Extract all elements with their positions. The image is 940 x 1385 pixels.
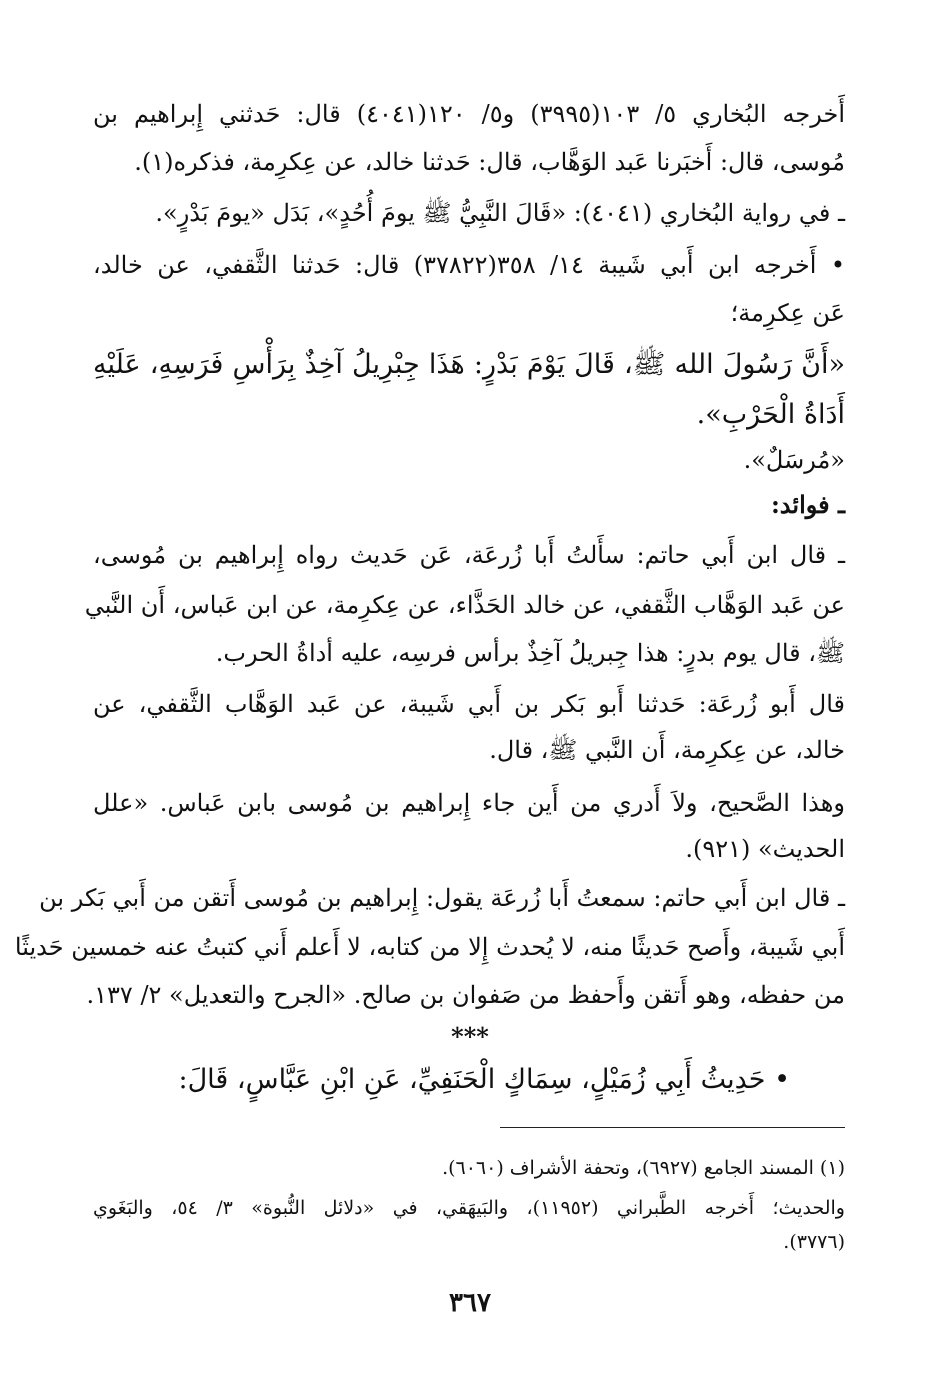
hadith-heading: • حَدِيثُ أَبِي زُمَيْلٍ، سِمَاكٍ الْحَنَفِيِّ، عَنِ ابْنِ عَبَّاسٍ، قَالَ: bbox=[178, 1064, 790, 1095]
text-line: • أَخرجه ابن أَبي شَيبة ١٤/ ٣٥٨(٣٧٨٢٢) قال: حَدثنا الثَّقفي، عن خالد، bbox=[93, 251, 845, 279]
footnote-line: (٣٧٧٦). bbox=[783, 1231, 845, 1253]
footnote-line: والحديث؛ أَخرجه الطَّبراني (١١٩٥٢)، والبَيهَقي، في «دلائل النُّبوة» ٣/ ٥٤، والبَغَوي bbox=[93, 1197, 845, 1219]
text-line: من حفظه، وهو أَتقن وأَحفظ من صَفوان بن صالح. «الجرح والتعديل» ٢/ ١٣٧. bbox=[86, 981, 845, 1009]
text-line: أَبي شَيبة، وأَصح حَديثًا منه، لا يُحدث إِلا من كتابه، لا أَعلم أَني كتبتُ عنه خمسين حَديثًا bbox=[14, 933, 845, 961]
hadith-text-line: أَدَاةُ الْحَرْبِ». bbox=[696, 399, 845, 430]
text-line: عن عَبد الوَهَّاب الثَّقفي، عن خالد الحَذَّاء، عن عِكرِمة، عن ابن عَباس، أَن النَّبي bbox=[84, 591, 845, 619]
footnote-separator bbox=[500, 1127, 845, 1128]
text-line: «مُرسَلٌ». bbox=[743, 446, 845, 474]
text-line: وهذا الصَّحيح، ولاَ أَدري من أَين جاء إِبراهيم بن مُوسى بابن عَباس. «علل bbox=[93, 789, 845, 817]
text-line: ﷺ، قال يوم بدرٍ: هذا جِبريلُ آخِذٌ برأس فرسِه، عليه أداةُ الحرب. bbox=[215, 639, 845, 667]
section-heading: ـ فوائد: bbox=[770, 490, 845, 519]
text-line: عَن عِكرِمة؛ bbox=[730, 299, 845, 327]
text-line: ـ في رواية البُخاري (٤٠٤١): «قَالَ النَّبِيُّ ﷺ يومَ أُحُدٍ»، بَدَل «يومَ بَدْرٍ». bbox=[155, 199, 845, 227]
text-line: قال أَبو زُرعَة: حَدثنا أَبو بَكر بن أَبي شَيبة، عن عَبد الوَهَّاب الثَّقفي، عن bbox=[93, 690, 845, 718]
text-line: مُوسى، قال: أَخبَرنا عَبد الوَهَّاب، قال: حَدثنا خالد، عن عِكرِمة، فذكره(١). bbox=[134, 148, 845, 176]
text-line: خالد، عن عِكرِمة، أَن النَّبي ﷺ، قال. bbox=[489, 736, 845, 764]
text-line: ـ قال ابن أَبي حاتم: سمعتُ أَبا زُرعَة يقول: إِبراهيم بن مُوسى أَتقن من أَبي بَكر بن bbox=[39, 884, 845, 912]
text-line: ـ قال ابن أَبي حاتم: سأَلتُ أَبا زُرعَة، عَن حَديث رواه إِبراهيم بن مُوسى، bbox=[93, 541, 845, 569]
text-line: الحديث» (٩٢١). bbox=[685, 835, 845, 863]
page-number: ٣٦٧ bbox=[449, 1288, 491, 1318]
footnote-line: (١) المسند الجامع (٦٩٢٧)، وتحفة الأشراف (٦٠٦٠). bbox=[442, 1157, 845, 1179]
hadith-text-line: «أَنَّ رَسُولَ الله ﷺ، قَالَ يَوْمَ بَدْرٍ: هَذَا جِبْرِيلُ آخِذٌ بِرَأْسِ فَرَسِهِ، عَلَيْهِ bbox=[93, 349, 845, 380]
text-line: أَخرجه البُخاري ٥/ ١٠٣(٣٩٩٥) و٥/ ١٢٠(٤٠٤١) قال: حَدثني إِبراهيم بن bbox=[93, 100, 845, 128]
section-divider-stars: *** bbox=[451, 1022, 489, 1051]
